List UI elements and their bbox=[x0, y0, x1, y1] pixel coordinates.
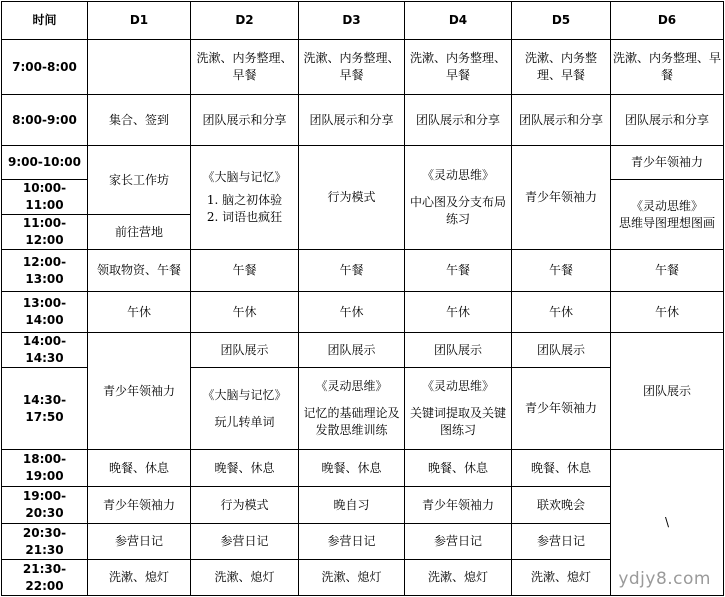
schedule-cell: 晚餐、休息 bbox=[299, 450, 405, 487]
schedule-cell: 午休 bbox=[611, 292, 724, 333]
schedule-cell: 洗漱、熄灯 bbox=[191, 560, 299, 596]
header-day-3: D3 bbox=[299, 2, 405, 40]
course-title: 《灵动思维》 bbox=[315, 379, 388, 393]
schedule-cell: 晚餐、休息 bbox=[191, 450, 299, 487]
course-body: 玩儿转单词 bbox=[214, 414, 275, 429]
time-slot: 13:00-14:00 bbox=[2, 292, 88, 333]
time-slot: 11:00-12:00 bbox=[2, 215, 88, 250]
course-title: 《大脑与记忆》 bbox=[202, 387, 287, 402]
table-row bbox=[2, 146, 724, 180]
course-item: 1. 脑之初体验 bbox=[206, 193, 283, 207]
schedule-cell: 午休 bbox=[512, 292, 611, 333]
time-slot: 7:00-8:00 bbox=[2, 40, 88, 95]
schedule-cell: 团队展示和分享 bbox=[611, 95, 724, 146]
course-body: 中心图及分支布局练习 bbox=[409, 195, 506, 226]
course-body: 记忆的基础理论及发散思维训练 bbox=[303, 406, 400, 437]
schedule-cell: 洗漱、熄灯 bbox=[405, 560, 512, 596]
header-day-6: D6 bbox=[611, 2, 724, 40]
course-cell bbox=[405, 368, 512, 450]
course-cell bbox=[405, 146, 512, 250]
course-item-list bbox=[207, 192, 282, 226]
schedule-cell: 青少年领袖力 bbox=[405, 487, 512, 524]
schedule-cell: 团队展示和分享 bbox=[405, 95, 512, 146]
schedule-cell: 青少年领袖力 bbox=[512, 368, 611, 450]
schedule-cell: 团队展示 bbox=[191, 333, 299, 368]
schedule-cell: 晚餐、休息 bbox=[405, 450, 512, 487]
schedule-cell: 午休 bbox=[299, 292, 405, 333]
schedule-cell: 参营日记 bbox=[512, 524, 611, 560]
table-row bbox=[2, 292, 724, 333]
schedule-table bbox=[1, 1, 724, 596]
course-title: 《灵动思维》 bbox=[421, 168, 494, 182]
header-day-2: D2 bbox=[191, 2, 299, 40]
schedule-cell: 青少年领袖力 bbox=[88, 487, 191, 524]
schedule-cell: 参营日记 bbox=[299, 524, 405, 560]
schedule-cell: 青少年领袖力 bbox=[512, 146, 611, 250]
time-slot: 10:00-11:00 bbox=[2, 180, 88, 215]
time-slot: 21:30-22:00 bbox=[2, 560, 88, 596]
schedule-cell: 团队展示 bbox=[299, 333, 405, 368]
course-title: 《灵动思维》 bbox=[630, 198, 703, 213]
schedule-cell: 晚自习 bbox=[299, 487, 405, 524]
schedule-cell-empty bbox=[88, 40, 191, 95]
schedule-cell: 团队展示 bbox=[512, 333, 611, 368]
schedule-cell: 团队展示和分享 bbox=[299, 95, 405, 146]
schedule-cell: 领取物资、午餐 bbox=[88, 250, 191, 292]
schedule-cell: 行为模式 bbox=[299, 146, 405, 250]
course-body: 思维导图理想图画 bbox=[618, 215, 715, 230]
schedule-cell: 参营日记 bbox=[88, 524, 191, 560]
schedule-cell: 晚餐、休息 bbox=[512, 450, 611, 487]
course-cell bbox=[299, 368, 405, 450]
schedule-cell: 联欢晚会 bbox=[512, 487, 611, 524]
schedule-cell: 团队展示和分享 bbox=[191, 95, 299, 146]
header-time: 时间 bbox=[2, 2, 88, 40]
schedule-cell: 午休 bbox=[88, 292, 191, 333]
course-title: 《大脑与记忆》 bbox=[202, 170, 287, 184]
schedule-cell: 洗漱、内务整理、早餐 bbox=[191, 40, 299, 95]
header-day-5: D5 bbox=[512, 2, 611, 40]
schedule-cell: 洗漱、内务整理、早餐 bbox=[299, 40, 405, 95]
table-row bbox=[2, 450, 724, 487]
schedule-cell: 洗漱、内务整理、早餐 bbox=[405, 40, 512, 95]
time-slot: 19:00-20:30 bbox=[2, 487, 88, 524]
schedule-cell: 行为模式 bbox=[191, 487, 299, 524]
schedule-cell: 午餐 bbox=[191, 250, 299, 292]
schedule-cell: 团队展示 bbox=[611, 333, 724, 450]
schedule-cell: 午餐 bbox=[611, 250, 724, 292]
schedule-cell: 参营日记 bbox=[405, 524, 512, 560]
time-slot: 8:00-9:00 bbox=[2, 95, 88, 146]
header-day-4: D4 bbox=[405, 2, 512, 40]
time-slot: 14:00-14:30 bbox=[2, 333, 88, 368]
schedule-cell: 团队展示 bbox=[405, 333, 512, 368]
time-slot: 20:30-21:30 bbox=[2, 524, 88, 560]
course-item: 2. 词语也疯狂 bbox=[206, 210, 283, 224]
schedule-cell: 青少年领袖力 bbox=[88, 333, 191, 450]
schedule-cell: 晚餐、休息 bbox=[88, 450, 191, 487]
header-day-1: D1 bbox=[88, 2, 191, 40]
schedule-cell: 团队展示和分享 bbox=[512, 95, 611, 146]
course-body: 关键词提取及关键图练习 bbox=[409, 406, 506, 437]
course-cell bbox=[611, 180, 724, 250]
schedule-cell: 午餐 bbox=[405, 250, 512, 292]
time-slot: 9:00-10:00 bbox=[2, 146, 88, 180]
table-row bbox=[2, 333, 724, 368]
schedule-cell: 家长工作坊 bbox=[88, 146, 191, 215]
schedule-cell: 洗漱、熄灯 bbox=[88, 560, 191, 596]
table-row bbox=[2, 250, 724, 292]
table-row bbox=[2, 95, 724, 146]
header-row bbox=[2, 2, 724, 40]
schedule-cell: 午餐 bbox=[512, 250, 611, 292]
schedule-cell: 参营日记 bbox=[191, 524, 299, 560]
schedule-cell: 洗漱、熄灯 bbox=[299, 560, 405, 596]
schedule-cell: 洗漱、内务整理、早餐 bbox=[611, 40, 724, 95]
schedule-cell: 洗漱、内务整理、早餐 bbox=[512, 40, 611, 95]
time-slot: 12:00-13:00 bbox=[2, 250, 88, 292]
course-cell bbox=[191, 368, 299, 450]
schedule-cell: 洗漱、熄灯 bbox=[512, 560, 611, 596]
time-slot: 14:30-17:50 bbox=[2, 368, 88, 450]
schedule-cell: 午餐 bbox=[299, 250, 405, 292]
schedule-cell: 前往营地 bbox=[88, 215, 191, 250]
table-row bbox=[2, 40, 724, 95]
course-title: 《灵动思维》 bbox=[421, 379, 494, 393]
course-cell bbox=[191, 146, 299, 250]
blank-mark: \ bbox=[664, 515, 670, 529]
watermark: ydjy8.com bbox=[618, 569, 711, 589]
schedule-cell: 集合、签到 bbox=[88, 95, 191, 146]
schedule-cell: 青少年领袖力 bbox=[611, 146, 724, 180]
schedule-cell: 午休 bbox=[191, 292, 299, 333]
time-slot: 18:00-19:00 bbox=[2, 450, 88, 487]
schedule-cell: 午休 bbox=[405, 292, 512, 333]
